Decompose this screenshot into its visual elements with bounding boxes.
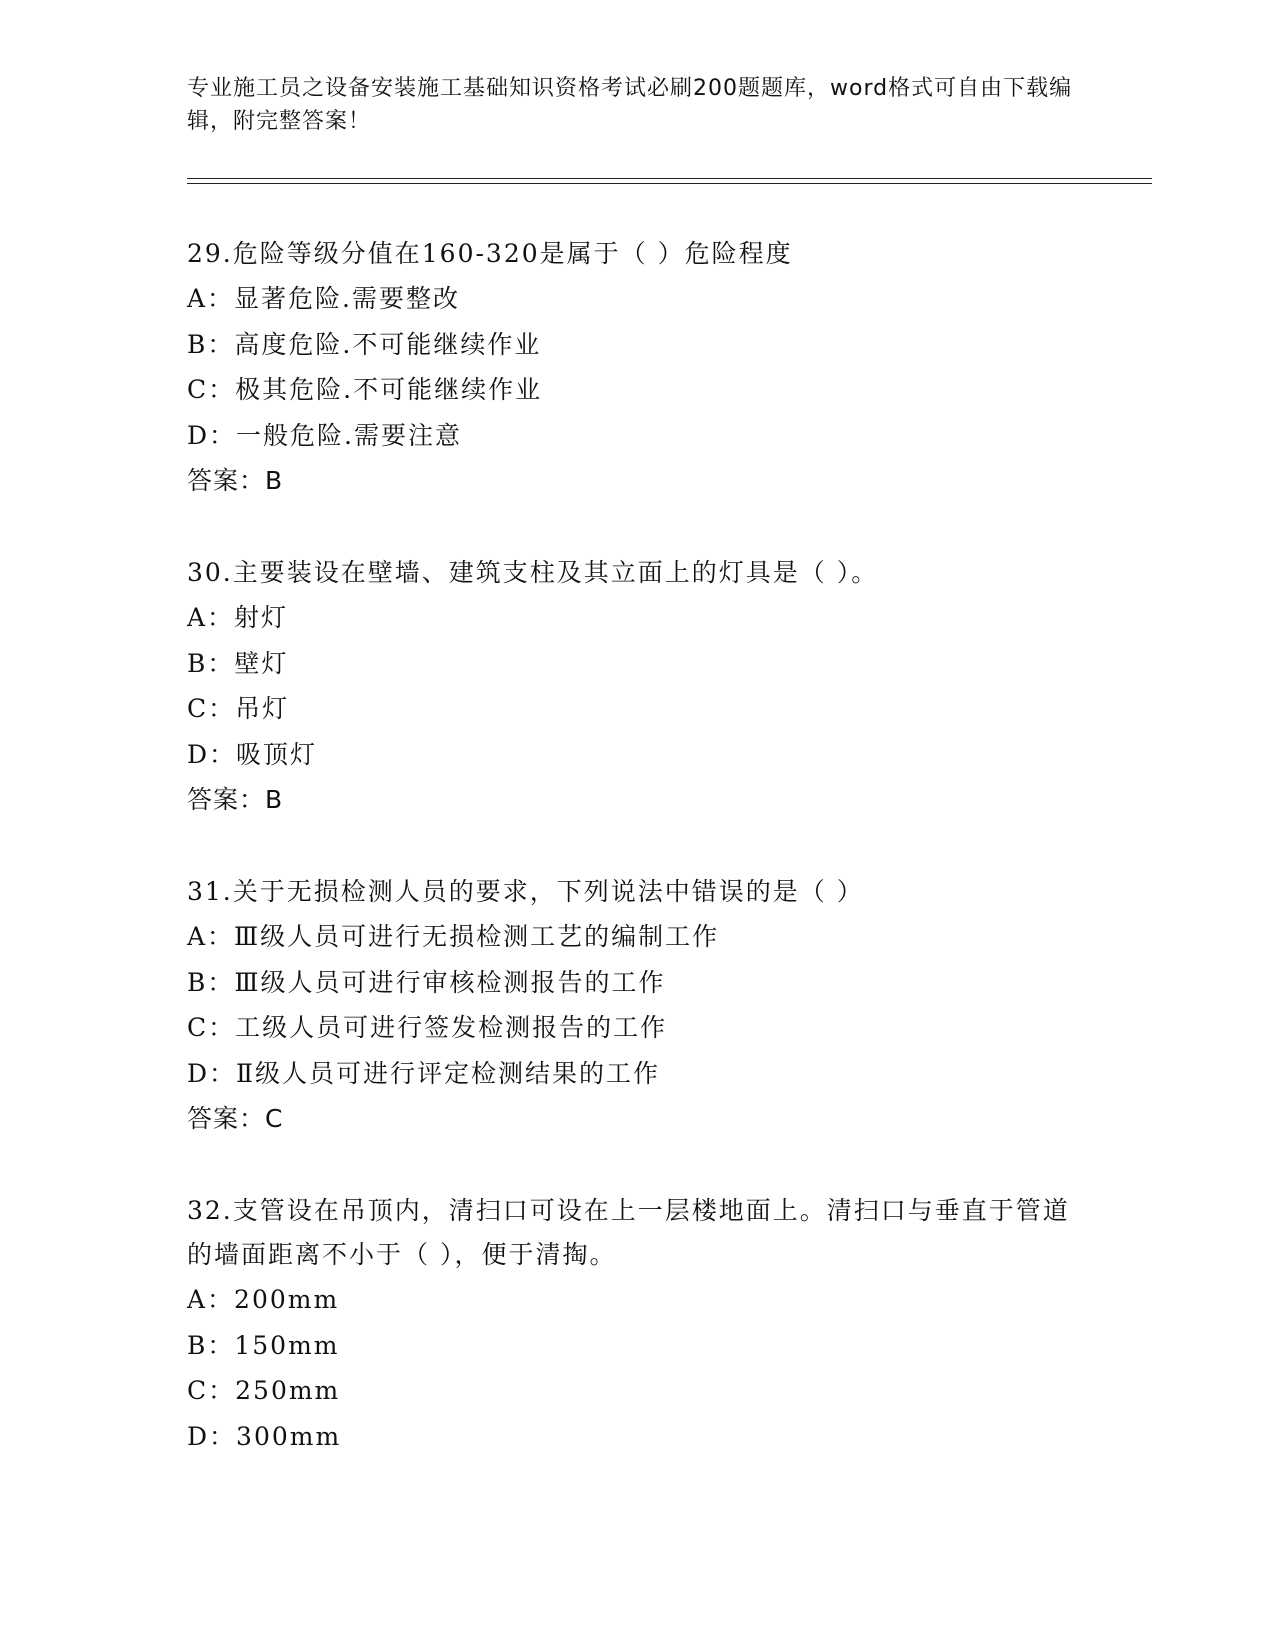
option-d: D：300mm	[187, 1421, 342, 1451]
answer: 答案：B	[187, 785, 284, 814]
question-32	[187, 1189, 1087, 1459]
header-divider-top	[187, 178, 1152, 179]
question-text: 30.主要装设在壁墙、建筑支柱及其立面上的灯具是（ ）。	[187, 558, 879, 587]
option-b: B：高度危险.不可能继续作业	[187, 329, 542, 359]
option-a: A：200mm	[187, 1285, 340, 1314]
option-a: A：射灯	[187, 603, 289, 632]
option-b: B：Ⅲ级人员可进行审核检测报告的工作	[187, 967, 666, 997]
option-d: D：Ⅱ级人员可进行评定检测结果的工作	[187, 1058, 661, 1088]
document-header: 专业施工员之设备安装施工基础知识资格考试必刷200题题库，word格式可自由下载编辑，附完整答案！	[187, 76, 1073, 134]
question-text: 29.危险等级分值在160-320是属于（ ）危险程度	[187, 239, 793, 268]
option-d: D：吸顶灯	[187, 739, 318, 769]
question-31	[187, 870, 1087, 1142]
option-a: A：Ⅲ级人员可进行无损检测工艺的编制工作	[187, 922, 720, 951]
question-29	[187, 232, 1087, 504]
option-c: C：工级人员可进行签发检测报告的工作	[187, 1013, 668, 1042]
option-c: C：250mm	[187, 1376, 341, 1405]
option-c: C：极其危险.不可能继续作业	[187, 375, 543, 404]
option-c: C：吊灯	[187, 694, 290, 723]
option-a: A：显著危险.需要整改	[187, 284, 461, 313]
option-b: B：壁灯	[187, 648, 289, 678]
option-d: D：一般危险.需要注意	[187, 420, 462, 450]
question-30	[187, 551, 1087, 823]
header-divider-bottom	[187, 183, 1152, 184]
question-text: 31.关于无损检测人员的要求，下列说法中错误的是（ ）	[187, 877, 864, 906]
answer: 答案：B	[187, 466, 284, 495]
question-text: 32.支管设在吊顶内，清扫口可设在上一层楼地面上。清扫口与垂直于管道的墙面距离不小于（ ），便于清掏。	[187, 1196, 1070, 1269]
option-b: B：150mm	[187, 1330, 340, 1360]
answer: 答案：C	[187, 1104, 284, 1133]
